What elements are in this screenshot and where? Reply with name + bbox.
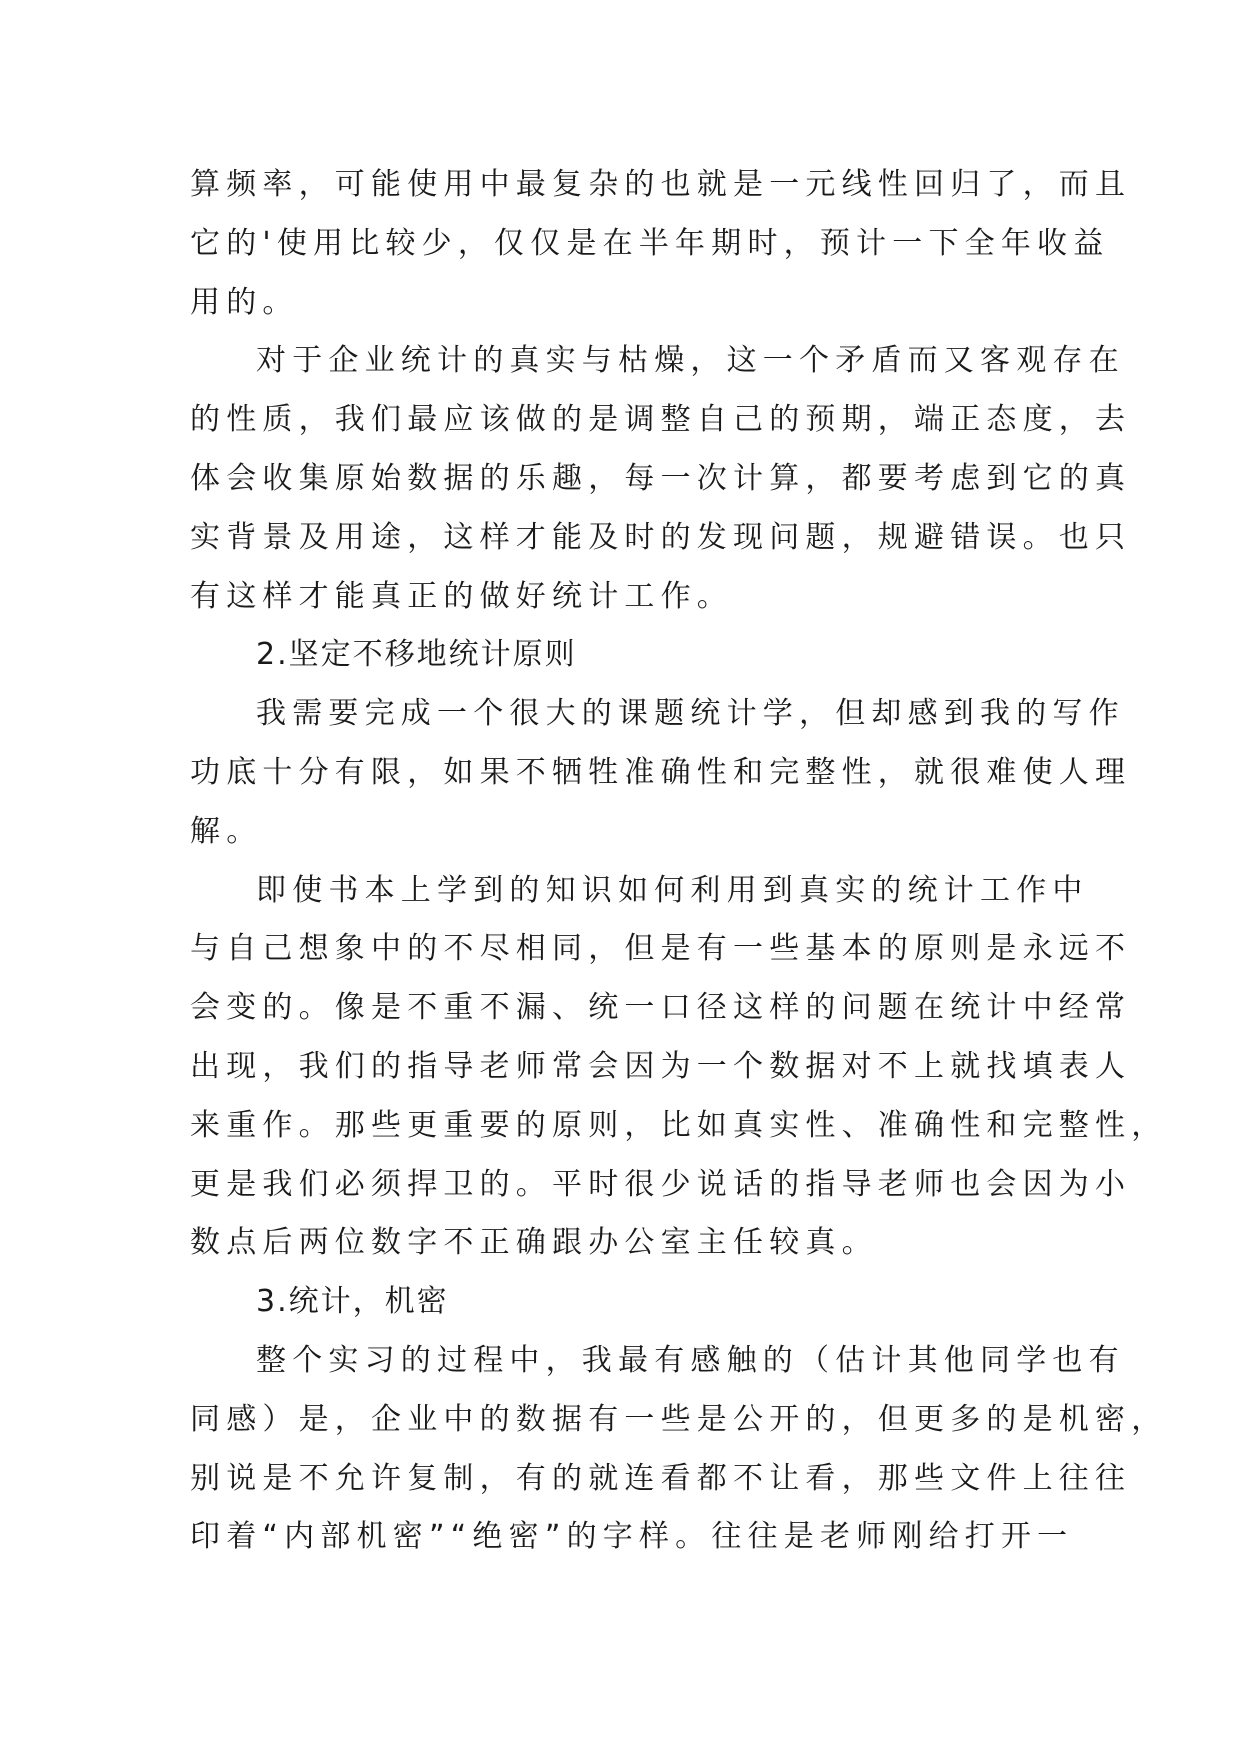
text-line: 出现，我们的指导老师常会因为一个数据对不上就找填表人	[190, 1048, 1132, 1084]
text-line: 体会收集原始数据的乐趣，每一次计算，都要考虑到它的真	[190, 460, 1132, 496]
paragraph-first-line: 我需要完成一个很大的课题统计学，但却感到我的写作	[256, 696, 1125, 732]
text-line: 功底十分有限，如果不牺牲准确性和完整性，就很难使人理	[190, 754, 1132, 790]
text-line: 同感）是，企业中的数据有一些是公开的，但更多的是机密，	[190, 1401, 1168, 1437]
text-line: 解。	[190, 813, 263, 849]
text-line: 会变的。像是不重不漏、统一口径这样的问题在统计中经常	[190, 990, 1132, 1026]
text-line: 有这样才能真正的做好统计工作。	[190, 578, 733, 614]
text-line: 算频率，可能使用中最复杂的也就是一元线性回归了，而且	[190, 167, 1132, 202]
text-line: 用的。	[190, 284, 299, 320]
text-line: 更是我们必须捍卫的。平时很少说话的指导老师也会因为小	[190, 1166, 1132, 1202]
text-line: 数点后两位数字不正确跟办公室主任较真。	[190, 1225, 878, 1261]
section-heading: 2.坚定不移地统计原则	[256, 637, 577, 673]
text-line: 与自己想象中的不尽相同，但是有一些基本的原则是永远不	[190, 931, 1132, 967]
text-line: 它的'使用比较少，仅仅是在半年期时，预计一下全年收益	[190, 225, 1110, 261]
text-line: 实背景及用途，这样才能及时的发现问题，规避错误。也只	[190, 519, 1132, 555]
text-line: 来重作。那些更重要的原则，比如真实性、准确性和完整性，	[190, 1107, 1168, 1143]
document-body	[190, 156, 1168, 1567]
paragraph-first-line: 对于企业统计的真实与枯燥，这一个矛盾而又客观存在	[256, 343, 1125, 379]
text-line: 别说是不允许复制，有的就连看都不让看，那些文件上往往	[190, 1460, 1132, 1496]
text-line: 印着“内部机密”“绝密”的字样。往往是老师刚给打开一	[190, 1519, 1074, 1555]
text-line: 的性质，我们最应该做的是调整自己的预期，端正态度，去	[190, 402, 1132, 438]
paragraph-first-line: 整个实习的过程中，我最有感触的（估计其他同学也有	[256, 1342, 1125, 1378]
paragraph-first-line: 即使书本上学到的知识如何利用到真实的统计工作中	[256, 872, 1089, 908]
section-heading: 3.统计，机密	[256, 1284, 449, 1320]
